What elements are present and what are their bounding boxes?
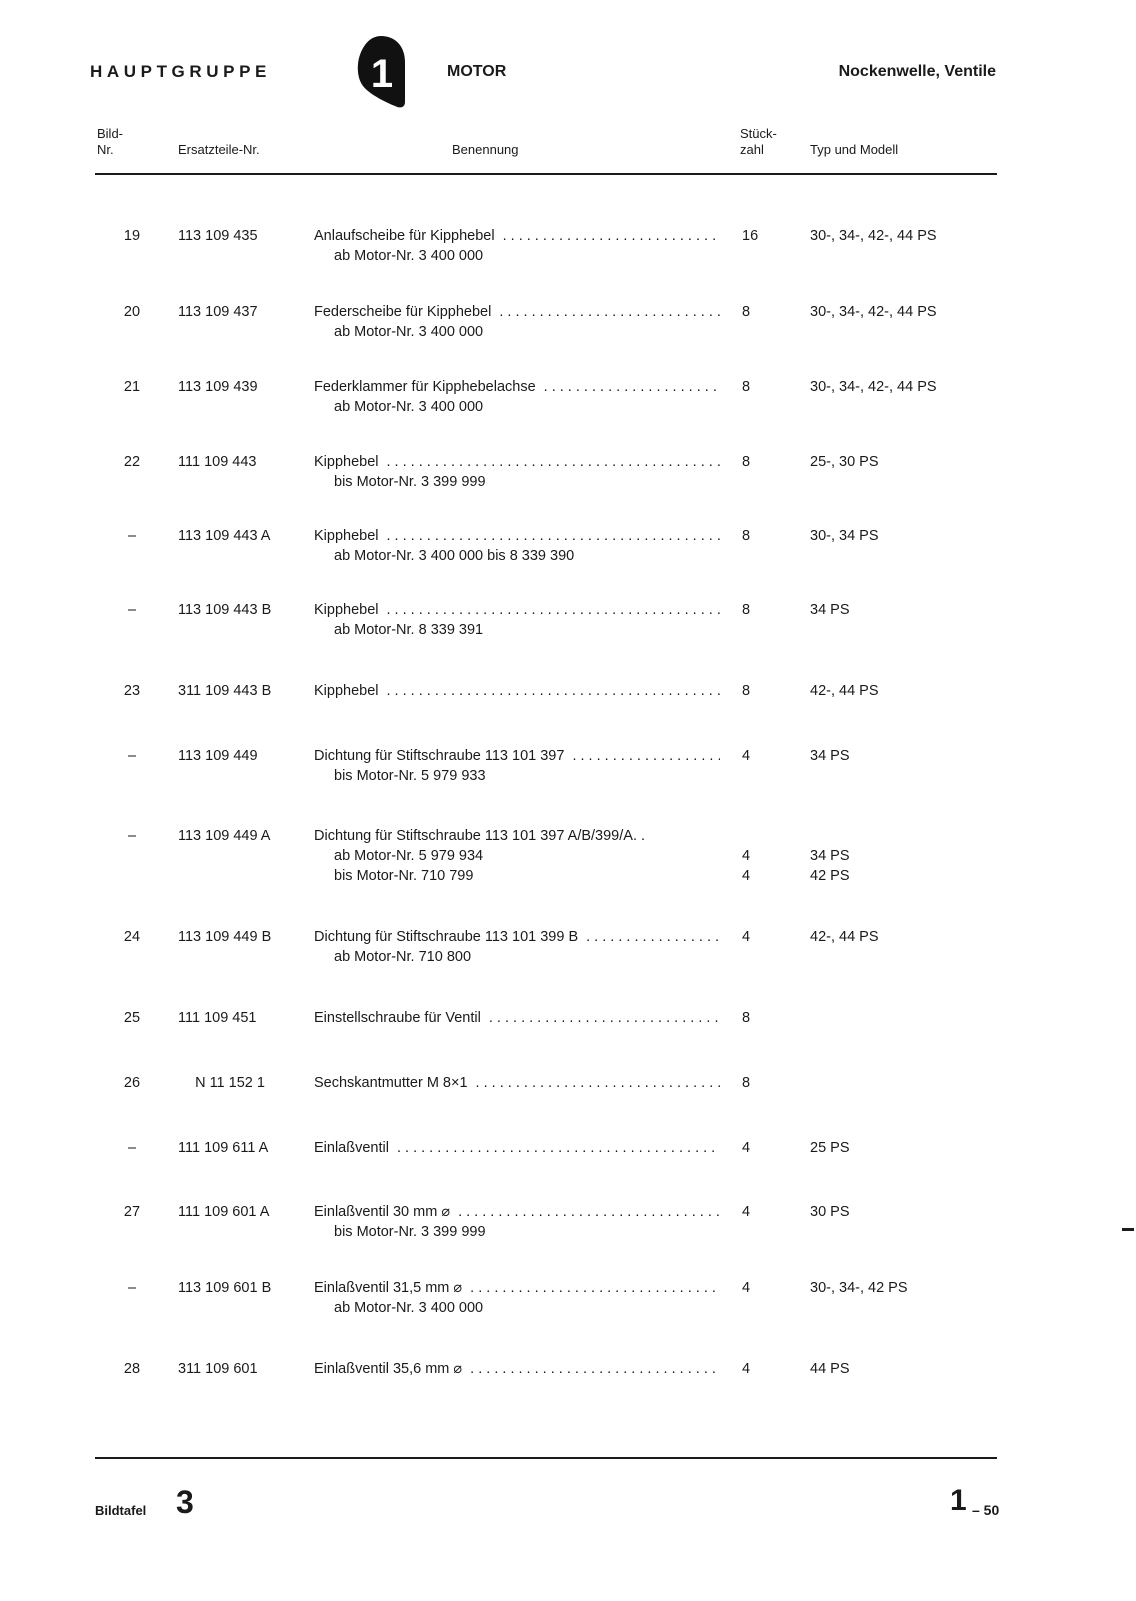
part-number: 113 109 449 A [178, 828, 271, 844]
bild-nr: 23 [123, 683, 141, 699]
type-model-sub2: 42 PS [810, 868, 850, 884]
leader-dots [476, 1073, 720, 1093]
bild-nr: – [127, 828, 137, 844]
part-name-text: Einstellschraube für Ventil [314, 1010, 481, 1026]
part-name [314, 600, 720, 640]
col-typ-modell: Typ und Modell [810, 142, 899, 157]
part-number: 113 109 439 [178, 379, 258, 395]
footer-rule [95, 1457, 997, 1459]
quantity: 4 [742, 1280, 751, 1296]
part-name-text: Federscheibe für Kipphebel [314, 304, 492, 320]
leader-dots [544, 377, 720, 397]
part-name-text: Kipphebel [314, 602, 379, 618]
part-name [314, 226, 720, 266]
leader-dots [387, 526, 721, 546]
col-bild-nr [97, 126, 123, 158]
part-name-text: Dichtung für Stiftschraube 113 101 397 [314, 748, 565, 764]
part-number: N 11 152 1 [195, 1075, 265, 1091]
part-number: 113 109 443 A [178, 528, 271, 544]
col-stueckzahl [740, 126, 777, 158]
part-number: 113 109 443 B [178, 602, 272, 618]
leader-dots [387, 600, 721, 620]
col-benennung: Benennung [452, 142, 519, 157]
type-model-sub1: 34 PS [810, 848, 850, 864]
part-name [314, 826, 720, 886]
quantity: 8 [742, 1010, 751, 1026]
bildtafel-label: Bildtafel [95, 1503, 147, 1518]
part-name-sub2: bis Motor-Nr. 710 799 [334, 868, 474, 884]
part-number: 111 109 451 [178, 1010, 257, 1026]
part-name-sub1: ab Motor-Nr. 710 800 [334, 949, 472, 965]
part-name-text: Dichtung für Stiftschraube 113 101 399 B [314, 929, 579, 945]
quantity: 4 [742, 1361, 751, 1377]
leader-dots [470, 1278, 720, 1298]
type-model: 25-, 30 PS [810, 454, 879, 470]
part-name [314, 302, 720, 342]
part-number: 111 109 443 [178, 454, 257, 470]
part-name [314, 1359, 720, 1379]
quantity: 16 [742, 228, 759, 244]
quantity: 4 [742, 1140, 751, 1156]
part-name [314, 1202, 720, 1242]
group-number: 1 [370, 52, 394, 96]
type-model: 42-, 44 PS [810, 929, 879, 945]
part-name-text: Federklammer für Kipphebelachse [314, 379, 536, 395]
leader-dots [586, 927, 720, 947]
part-name-sub1: ab Motor-Nr. 3 400 000 [334, 1300, 484, 1316]
bild-nr: – [127, 602, 137, 618]
part-name [314, 526, 720, 566]
leader-dots [458, 1202, 720, 1222]
margin-mark [1122, 1228, 1134, 1231]
part-name [314, 1278, 720, 1318]
type-model: 44 PS [810, 1361, 850, 1377]
page-number-major: 1 [950, 1484, 967, 1517]
part-name-sub1: ab Motor-Nr. 3 400 000 [334, 248, 484, 264]
leader-dots [387, 681, 721, 701]
part-name-sub1: bis Motor-Nr. 3 399 999 [334, 1224, 486, 1240]
part-name [314, 1073, 720, 1093]
part-name-sub1: ab Motor-Nr. 3 400 000 [334, 399, 484, 415]
quantity: 4 [742, 748, 751, 764]
leader-dots [470, 1359, 720, 1379]
leader-dots [572, 746, 720, 766]
col-ersatzteil: Ersatzteile-Nr. [178, 142, 260, 157]
bild-nr: – [127, 748, 137, 764]
quantity-sub2: 4 [742, 868, 751, 884]
part-name-text: Kipphebel [314, 454, 379, 470]
col-bild-line1: Bild- [97, 126, 124, 141]
part-name-text: Sechskantmutter M 8×1 [314, 1075, 468, 1091]
part-name-text: Kipphebel [314, 528, 379, 544]
part-name [314, 927, 720, 967]
quantity: 8 [742, 454, 751, 470]
bild-nr: – [127, 1140, 137, 1156]
part-name [314, 1008, 720, 1028]
leader-dots [499, 302, 720, 322]
part-number: 113 109 449 B [178, 929, 272, 945]
group-number-badge [355, 34, 407, 110]
part-number: 111 109 601 A [178, 1204, 270, 1220]
part-name-text: Kipphebel [314, 683, 379, 699]
leader-dots [387, 452, 721, 472]
part-name-sub1: ab Motor-Nr. 3 400 000 [334, 324, 484, 340]
part-number: 113 109 435 [178, 228, 258, 244]
type-model: 30-, 34-, 42-, 44 PS [810, 304, 937, 320]
part-name [314, 746, 720, 786]
part-name [314, 1138, 720, 1158]
type-model: 34 PS [810, 602, 850, 618]
part-name-text: Dichtung für Stiftschraube 113 101 397 A/B/399/A. . [314, 828, 646, 844]
part-name-text: Einlaßventil 35,6 mm ⌀ [314, 1361, 463, 1377]
quantity: 8 [742, 304, 751, 320]
part-name-sub1: ab Motor-Nr. 8 339 391 [334, 622, 484, 638]
bild-nr: 21 [123, 379, 141, 395]
quantity: 8 [742, 379, 751, 395]
part-number: 311 109 601 [178, 1361, 258, 1377]
col-stueck-line1: Stück- [740, 126, 777, 141]
part-name-text: Einlaßventil 31,5 mm ⌀ [314, 1280, 463, 1296]
type-model: 30-, 34-, 42 PS [810, 1280, 908, 1296]
bild-nr: 19 [123, 228, 141, 244]
type-model: 42-, 44 PS [810, 683, 879, 699]
bild-nr: 27 [123, 1204, 141, 1220]
type-model: 25 PS [810, 1140, 850, 1156]
type-model: 30-, 34 PS [810, 528, 879, 544]
part-number: 113 109 449 [178, 748, 258, 764]
col-bild-line2: Nr. [97, 142, 114, 157]
bild-nr: 28 [123, 1361, 141, 1377]
bild-nr: 20 [123, 304, 141, 320]
type-model: 30-, 34-, 42-, 44 PS [810, 379, 937, 395]
part-name-sub1: ab Motor-Nr. 3 400 000 bis 8 339 390 [334, 548, 575, 564]
bild-nr: – [127, 528, 137, 544]
part-name-sub1: ab Motor-Nr. 5 979 934 [334, 848, 484, 864]
leader-dots [489, 1008, 720, 1028]
leader-dots [503, 226, 720, 246]
bild-nr: – [127, 1280, 137, 1296]
part-name-sub1: bis Motor-Nr. 3 399 999 [334, 474, 486, 490]
part-name [314, 681, 720, 701]
type-model: 30 PS [810, 1204, 850, 1220]
bild-nr: 22 [123, 454, 141, 470]
quantity: 4 [742, 1204, 751, 1220]
col-stueck-line2: zahl [740, 142, 764, 157]
bild-nr: 25 [123, 1010, 141, 1026]
part-name-text: Einlaßventil 30 mm ⌀ [314, 1204, 451, 1220]
part-name-sub1: bis Motor-Nr. 5 979 933 [334, 768, 486, 784]
type-model: 30-, 34-, 42-, 44 PS [810, 228, 937, 244]
part-number: 311 109 443 B [178, 683, 272, 699]
type-model: 34 PS [810, 748, 850, 764]
bild-nr: 24 [123, 929, 141, 945]
quantity: 8 [742, 602, 751, 618]
quantity: 8 [742, 683, 751, 699]
part-name-text: Anlaufscheibe für Kipphebel [314, 228, 495, 244]
bildtafel-number: 3 [176, 1484, 194, 1520]
bild-nr: 26 [123, 1075, 141, 1091]
part-name [314, 377, 720, 417]
leader-dots [397, 1138, 720, 1158]
part-number: 111 109 611 A [178, 1140, 269, 1156]
part-number: 113 109 601 B [178, 1280, 272, 1296]
header-rule [95, 173, 997, 175]
quantity: 4 [742, 929, 751, 945]
section-subtitle: Nockenwelle, Ventile [838, 63, 996, 80]
quantity: 8 [742, 528, 751, 544]
hauptgruppe-label: HAUPTGRUPPE [90, 62, 271, 81]
part-name [314, 452, 720, 492]
quantity: 8 [742, 1075, 751, 1091]
part-number: 113 109 437 [178, 304, 258, 320]
group-title: MOTOR [447, 63, 507, 80]
page-number-minor: – 50 [972, 1502, 1000, 1518]
part-name-text: Einlaßventil [314, 1140, 389, 1156]
quantity-sub1: 4 [742, 848, 751, 864]
